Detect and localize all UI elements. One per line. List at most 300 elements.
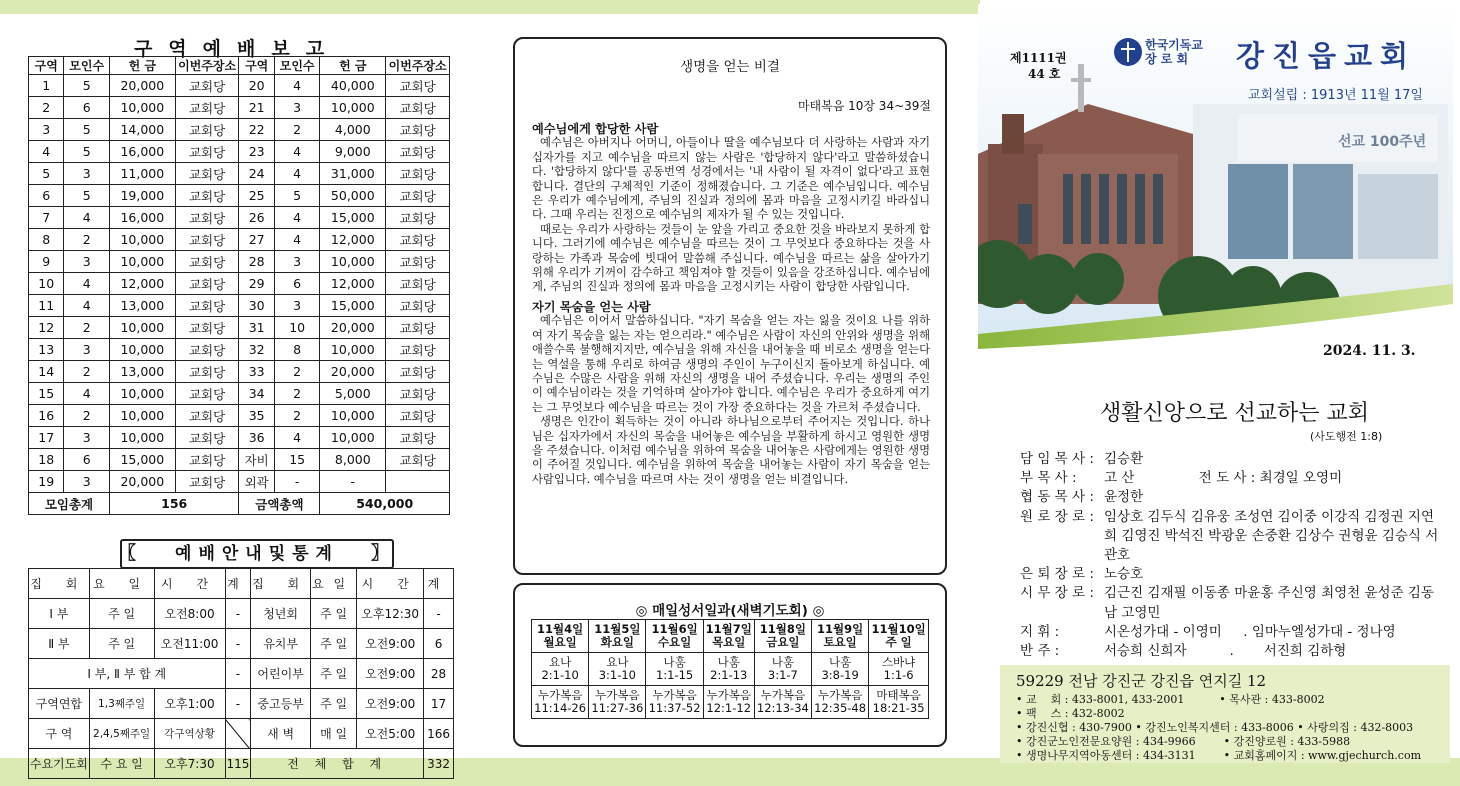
table-cell: 교회당 xyxy=(175,207,239,229)
worship-stats-table xyxy=(28,568,454,779)
table-cell: 주 일 xyxy=(310,689,356,719)
table-row xyxy=(29,405,450,427)
staff-list xyxy=(1020,450,1440,661)
table-cell: 5 xyxy=(64,119,110,141)
table-row xyxy=(29,97,450,119)
staff-label: 지 휘 : xyxy=(1020,623,1060,640)
table-header-cell: 시 간 xyxy=(357,569,424,599)
table-row xyxy=(29,119,450,141)
table-cell: 16,000 xyxy=(109,207,175,229)
table-cell: 19 xyxy=(29,471,64,493)
table-cell: Ⅰ 부 xyxy=(29,599,90,629)
table-row xyxy=(532,620,929,653)
staff-label: 담 임 목 사 : xyxy=(1020,451,1094,467)
reading-text: 11:37-52 xyxy=(648,701,701,715)
table-cell: 4 xyxy=(64,273,110,295)
table-header-cell: 이번주장소 xyxy=(175,57,239,75)
table-cell: 교회당 xyxy=(386,141,450,163)
reading-text: 스바냐 xyxy=(881,655,916,669)
table-cell: 12,000 xyxy=(320,273,386,295)
table-row xyxy=(29,471,450,493)
staff-names: 김근진 김재필 이동종 마윤홍 주신영 최영천 윤성준 김동남 고영민 xyxy=(1104,585,1434,621)
table-cell: 5 xyxy=(274,185,320,207)
table-cell: 교회당 xyxy=(175,229,239,251)
table-cell: 주 일 xyxy=(310,659,356,689)
table-cell: 19,000 xyxy=(109,185,175,207)
table-cell: 6 xyxy=(424,629,454,659)
reading-weekday: 주 일 xyxy=(885,635,912,649)
table-row xyxy=(29,361,450,383)
table-cell: 교회당 xyxy=(175,471,239,493)
table-cell: 3 xyxy=(274,251,320,273)
church-address: 59229 전남 강진군 강진읍 연지길 12 xyxy=(1016,672,1267,690)
table-cell: 2 xyxy=(274,119,320,141)
sermon-heading-1: 예수님에게 합당한 사람 xyxy=(532,122,659,136)
table-cell: 교회당 xyxy=(386,339,450,361)
table-cell: 25 xyxy=(239,185,274,207)
sermon-paragraph: 예수님은 아버지나 어머니, 아들이나 딸을 예수님보다 더 사랑하는 사람과 자기 십자가를 지고 예수님을 따르지 않는 사람은 '합당하지 않다'라고 말씀하셨습니다. '합당하지 않다'를 공동번역 성경에서는 '내 사람이 될 자격이 없다'라고 표현합니다. 결단의 구체적인 기준이 정해졌습니다. 그 기준은 예수님입니다. 예수님은 우리가 예수님에게, 주님의 진실과 정의에 몸과 마음을 고정시키길 바라십니다. 그때 우리는 진정으로 예수님의 제자가 될 수 있는 것입니다. xyxy=(532,136,930,222)
staff-row xyxy=(1020,508,1440,566)
reading-cell xyxy=(646,653,703,686)
table-cell: - xyxy=(225,629,251,659)
table-cell: 교회당 xyxy=(386,75,450,97)
zone-report-table xyxy=(28,56,450,515)
reading-cell xyxy=(589,686,646,719)
table-cell: 1 xyxy=(29,75,64,97)
table-cell: 자비 xyxy=(239,449,274,471)
table-cell: 오전11:00 xyxy=(154,629,225,659)
table-row xyxy=(29,383,450,405)
table-cell: 교회당 xyxy=(175,295,239,317)
table-cell: 중고등부 xyxy=(251,689,311,719)
denomination-line: 한국기독교 xyxy=(1145,38,1203,52)
reading-text: 나훔 xyxy=(829,655,852,669)
reading-text: 11:27-36 xyxy=(591,701,644,715)
reading-cell xyxy=(532,686,589,719)
founded-date: 교회설립 : 1913년 11월 17일 xyxy=(1248,88,1423,103)
total-people-value: 156 xyxy=(109,493,239,515)
table-row xyxy=(29,57,450,75)
table-row xyxy=(29,629,454,659)
issue-volume: 제1111권 xyxy=(1010,51,1067,65)
table-cell: 20 xyxy=(239,75,274,97)
reading-text: 3:1-10 xyxy=(598,668,636,682)
table-cell: 5 xyxy=(64,75,110,97)
table-cell: 교회당 xyxy=(386,185,450,207)
staff-label: 은 퇴 장 로 : xyxy=(1020,566,1094,583)
reading-text: 누가복음 xyxy=(652,688,697,702)
table-cell: 오전9:00 xyxy=(357,659,424,689)
reading-cell xyxy=(754,686,811,719)
table-cell: 교회당 xyxy=(386,97,450,119)
staff-row xyxy=(1020,584,1440,622)
reading-weekday: 월요일 xyxy=(543,635,577,649)
reading-cell xyxy=(703,686,754,719)
table-cell: 교회당 xyxy=(386,163,450,185)
sermon-reference: 마태복음 10장 34~39절 xyxy=(797,99,931,113)
reading-cell xyxy=(869,653,929,686)
staff-label: 협 동 목 사 : xyxy=(1020,489,1094,506)
table-cell: 7 xyxy=(29,207,64,229)
staff-row xyxy=(1020,450,1440,469)
reading-text: 나훔 xyxy=(663,655,686,669)
reading-date: 11월7일 xyxy=(705,622,752,636)
reading-text: 12:13-34 xyxy=(756,701,809,715)
table-cell: 오후7:30 xyxy=(154,749,225,779)
table-cell: 3 xyxy=(274,295,320,317)
diagonal-cell xyxy=(225,719,251,749)
table-cell: 12,000 xyxy=(320,229,386,251)
table-cell: 교회당 xyxy=(386,449,450,471)
reading-text: 2:1-10 xyxy=(541,668,579,682)
slogan-reference: (사도행전 1:8) xyxy=(1310,430,1383,443)
table-cell: 6 xyxy=(64,97,110,119)
table-cell: 10,000 xyxy=(109,427,175,449)
table-cell: 4 xyxy=(29,141,64,163)
table-cell: 17 xyxy=(424,689,454,719)
table-cell: 13,000 xyxy=(109,295,175,317)
table-cell: 10 xyxy=(29,273,64,295)
table-row xyxy=(29,185,450,207)
table-cell: 전 체 합 계 xyxy=(251,749,424,779)
table-cell: 교회당 xyxy=(386,383,450,405)
table-cell: 2 xyxy=(274,383,320,405)
reading-text: 1:1-15 xyxy=(655,668,694,682)
table-row xyxy=(29,317,450,339)
table-cell: 24 xyxy=(239,163,274,185)
reading-date: 11월4일 xyxy=(537,622,584,636)
table-cell: 교회당 xyxy=(175,383,239,405)
table-cell: 1,3째주일 xyxy=(89,689,154,719)
table-cell: 4 xyxy=(64,207,110,229)
table-cell: 21 xyxy=(239,97,274,119)
staff-label: 원 로 장 로 : xyxy=(1020,508,1094,525)
table-cell: 13,000 xyxy=(109,361,175,383)
table-cell: 6 xyxy=(274,273,320,295)
table-cell: 청년회 xyxy=(251,599,311,629)
reading-text: 1:1-6 xyxy=(883,668,914,682)
table-cell: 2 xyxy=(64,229,110,251)
table-cell: 12 xyxy=(29,317,64,339)
table-row xyxy=(29,251,450,273)
table-header-cell: 모인수 xyxy=(64,57,110,75)
reading-day-cell xyxy=(703,620,754,653)
reading-text: 누가복음 xyxy=(817,688,863,702)
reading-text: 나훔 xyxy=(771,655,794,669)
staff-names: 임상호 김두식 김유웅 조성연 김이중 이강직 김정권 지연희 김영진 박석진 박광운 손중환 김상수 권형윤 김승식 서관호 xyxy=(1104,508,1439,564)
table-cell: 구역연합 xyxy=(29,689,90,719)
table-cell: 교회당 xyxy=(386,273,450,295)
table-cell: 교회당 xyxy=(175,75,239,97)
table-cell: 31,000 xyxy=(320,163,386,185)
table-row xyxy=(29,339,450,361)
table-row xyxy=(29,599,454,629)
table-cell: 20,000 xyxy=(109,75,175,97)
table-cell: 8 xyxy=(29,229,64,251)
table-cell: 4 xyxy=(274,141,320,163)
table-cell: 교회당 xyxy=(175,163,239,185)
table-cell: 외곽 xyxy=(239,471,274,493)
table-cell: 교회당 xyxy=(175,141,239,163)
table-cell: 26 xyxy=(239,207,274,229)
table-cell: 10 xyxy=(274,317,320,339)
table-header-cell: 요일 xyxy=(310,569,356,599)
table-header-cell: 이번주장소 xyxy=(386,57,450,75)
table-row xyxy=(29,295,450,317)
table-cell xyxy=(386,471,450,493)
table-cell: 교회당 xyxy=(175,273,239,295)
reading-text: 18:21-35 xyxy=(872,701,925,715)
reading-cell xyxy=(589,653,646,686)
table-row xyxy=(29,449,450,471)
table-cell: 10,000 xyxy=(320,405,386,427)
table-cell: 12,000 xyxy=(109,273,175,295)
table-cell: 5,000 xyxy=(320,383,386,405)
table-cell: 16,000 xyxy=(109,141,175,163)
daily-bible-table xyxy=(531,619,929,719)
table-cell: 33 xyxy=(239,361,274,383)
table-cell: 교회당 xyxy=(386,229,450,251)
table-cell: 27 xyxy=(239,229,274,251)
table-cell: 3 xyxy=(29,119,64,141)
table-cell: 6 xyxy=(29,185,64,207)
reading-text: 누가복음 xyxy=(706,688,751,702)
table-header-cell: 시 간 xyxy=(154,569,225,599)
church-slogan: 생활신앙으로 선교하는 교회 xyxy=(1100,401,1370,426)
table-cell: 오후12:30 xyxy=(357,599,424,629)
table-cell: 교회당 xyxy=(175,185,239,207)
staff-names: 노승호 xyxy=(1104,566,1144,583)
table-cell: 10,000 xyxy=(109,229,175,251)
table-cell: 4 xyxy=(274,207,320,229)
table-cell: 50,000 xyxy=(320,185,386,207)
contact-list xyxy=(1016,693,1446,763)
reading-day-cell xyxy=(532,620,589,653)
contact-line: • 교 회 : 433-8001, 433-2001 • 목사관 : 433-8002 xyxy=(1016,693,1325,706)
reading-cell xyxy=(869,686,929,719)
table-cell: 35 xyxy=(239,405,274,427)
issue-info xyxy=(1010,50,1067,82)
table-cell: 어린이부 xyxy=(251,659,311,689)
table-cell: 교회당 xyxy=(175,361,239,383)
reading-weekday: 금요일 xyxy=(766,635,800,649)
reading-text: 12:1-12 xyxy=(706,701,752,715)
contact-line: • 생명나무지역아동센터 : 434-3131 • 교회홈페이지 : www.gjechurch.com xyxy=(1016,749,1422,762)
table-cell: 4,000 xyxy=(320,119,386,141)
table-cell: 2 xyxy=(274,405,320,427)
sermon-title: 생명을 얻는 비결 xyxy=(680,59,780,75)
zone-report-title: 구역예배보고 xyxy=(133,38,341,60)
table-cell: 수요기도회 xyxy=(29,749,90,779)
staff-names: 고 산 전 도 사 : 최경일 오영미 xyxy=(1104,470,1343,487)
table-cell: 3 xyxy=(64,339,110,361)
reading-day-cell xyxy=(812,620,869,653)
contact-line: • 팩 스 : 432-8002 xyxy=(1016,707,1125,720)
table-cell: 주 일 xyxy=(89,629,154,659)
table-cell: 20,000 xyxy=(320,361,386,383)
table-cell: 2 xyxy=(64,405,110,427)
bulletin-date: 2024. 11. 3. xyxy=(1323,343,1416,359)
table-cell: 교회당 xyxy=(175,339,239,361)
table-row xyxy=(29,719,454,749)
table-row xyxy=(29,493,450,515)
table-cell: 교회당 xyxy=(386,251,450,273)
table-cell: 새 벽 xyxy=(251,719,311,749)
table-row xyxy=(29,749,454,779)
reading-text: 누가복음 xyxy=(537,688,583,702)
table-cell: 교회당 xyxy=(175,449,239,471)
daily-bible-box xyxy=(513,583,947,747)
reading-text: 누가복음 xyxy=(760,688,806,702)
table-cell: 14,000 xyxy=(109,119,175,141)
table-cell: 10,000 xyxy=(109,251,175,273)
table-cell: 오전5:00 xyxy=(357,719,424,749)
reading-text: 나훔 xyxy=(717,655,740,669)
reading-date: 11월9일 xyxy=(817,622,864,636)
table-cell: 4 xyxy=(64,383,110,405)
address-block xyxy=(1016,670,1446,763)
table-cell: 오전9:00 xyxy=(357,689,424,719)
table-cell: 10,000 xyxy=(320,339,386,361)
table-cell: 10,000 xyxy=(109,383,175,405)
table-cell: 교회당 xyxy=(175,405,239,427)
issue-number: 44 호 xyxy=(1028,67,1061,81)
table-cell: 교회당 xyxy=(386,207,450,229)
table-cell: 4 xyxy=(274,229,320,251)
table-cell: 32 xyxy=(239,339,274,361)
table-cell: 주 일 xyxy=(310,629,356,659)
total-amount-value: 540,000 xyxy=(320,493,450,515)
reading-weekday: 목요일 xyxy=(712,635,746,649)
table-cell: 23 xyxy=(239,141,274,163)
sermon-body xyxy=(532,117,930,487)
reading-text: 2:1-13 xyxy=(710,668,748,682)
table-cell: 매 일 xyxy=(310,719,356,749)
reading-cell xyxy=(812,686,869,719)
contact-line: • 강진신협 : 430-7900 • 강진노인복지센터 : 433-8006 • 사랑의집 : 432-8003 xyxy=(1016,721,1414,734)
table-row xyxy=(29,229,450,251)
table-cell: 34 xyxy=(239,383,274,405)
reading-text: 요나 xyxy=(549,655,572,669)
reading-date: 11월10일 xyxy=(871,622,926,636)
table-cell: 28 xyxy=(424,659,454,689)
reading-cell xyxy=(754,653,811,686)
table-row xyxy=(29,207,450,229)
reading-text: 누가복음 xyxy=(595,688,640,702)
table-cell: 오전9:00 xyxy=(357,629,424,659)
table-cell: 31 xyxy=(239,317,274,339)
table-cell: 10,000 xyxy=(109,339,175,361)
table-cell: 10,000 xyxy=(109,97,175,119)
staff-row xyxy=(1020,623,1440,642)
table-cell: 115 xyxy=(225,749,251,779)
table-cell: 2 xyxy=(64,317,110,339)
church-name: 강진읍교회 xyxy=(1236,39,1417,73)
reading-cell xyxy=(812,653,869,686)
table-cell: 9 xyxy=(29,251,64,273)
table-cell: Ⅱ 부 xyxy=(29,629,90,659)
table-cell: Ⅰ 부, Ⅱ 부 합 계 xyxy=(29,659,226,689)
table-cell: 3 xyxy=(64,163,110,185)
table-cell: 20,000 xyxy=(320,317,386,339)
table-cell: 10,000 xyxy=(109,405,175,427)
worship-guide-title: 〖 예배안내및통계 〗 xyxy=(120,539,394,569)
table-cell: 2 xyxy=(274,361,320,383)
table-cell: 오후1:00 xyxy=(154,689,225,719)
reading-cell xyxy=(532,653,589,686)
table-cell: 교회당 xyxy=(175,317,239,339)
table-header-cell: 구역 xyxy=(239,57,274,75)
table-cell: 5 xyxy=(29,163,64,185)
table-cell: - xyxy=(225,689,251,719)
staff-row xyxy=(1020,642,1440,661)
table-header-cell: 헌 금 xyxy=(109,57,175,75)
table-cell: 40,000 xyxy=(320,75,386,97)
table-cell: 3 xyxy=(64,251,110,273)
table-cell: - xyxy=(424,599,454,629)
table-cell: 4 xyxy=(274,75,320,97)
sermon-heading-2: 자기 목숨을 얻는 사람 xyxy=(532,299,651,314)
table-cell: 2,4,5째주일 xyxy=(89,719,154,749)
reading-day-cell xyxy=(869,620,929,653)
table-cell: 8,000 xyxy=(320,449,386,471)
table-cell: 10,000 xyxy=(320,97,386,119)
table-cell: 2 xyxy=(64,361,110,383)
table-cell: 주 일 xyxy=(89,599,154,629)
staff-names: 서승희 신희자 . 서진희 김하형 xyxy=(1104,643,1347,660)
reading-text: 3:8-19 xyxy=(821,668,859,682)
reading-weekday: 화요일 xyxy=(600,635,635,649)
table-cell: 20,000 xyxy=(109,471,175,493)
reading-date: 11월8일 xyxy=(759,622,806,636)
table-row xyxy=(29,273,450,295)
staff-row xyxy=(1020,469,1440,488)
table-header-cell: 집 회 xyxy=(29,569,90,599)
total-people-label: 모임총계 xyxy=(29,493,110,515)
table-cell: 교회당 xyxy=(386,361,450,383)
reading-text: 3:1-7 xyxy=(767,668,798,682)
table-row xyxy=(29,427,450,449)
table-cell: 15,000 xyxy=(320,207,386,229)
staff-label: 시 무 장 로 : xyxy=(1020,585,1094,602)
table-cell: - xyxy=(225,659,251,689)
table-cell: 18 xyxy=(29,449,64,471)
table-cell: 15 xyxy=(274,449,320,471)
table-cell: 교회당 xyxy=(386,317,450,339)
table-header-cell: 헌 금 xyxy=(320,57,386,75)
building-sign-text: 선교 100주년 xyxy=(1338,134,1427,150)
table-cell: 8 xyxy=(274,339,320,361)
reading-weekday: 수요일 xyxy=(657,635,692,649)
table-cell: 28 xyxy=(239,251,274,273)
table-cell: 10,000 xyxy=(109,317,175,339)
table-cell: 16 xyxy=(29,405,64,427)
staff-names: 시온성가대 - 이영미 . 임마누엘성가대 - 정나영 xyxy=(1104,623,1396,640)
reading-cell xyxy=(703,653,754,686)
contact-line: • 강진군노인전문요양원 : 434-9966 • 강진양로원 : 433-5988 xyxy=(1016,735,1351,748)
reading-day-cell xyxy=(589,620,646,653)
table-header-cell: 집 회 xyxy=(251,569,311,599)
table-cell: 5 xyxy=(64,185,110,207)
table-cell: 10,000 xyxy=(320,427,386,449)
table-cell: 오전8:00 xyxy=(154,599,225,629)
table-cell: - xyxy=(274,471,320,493)
reading-text: 12:35-48 xyxy=(814,701,867,715)
table-cell: 14 xyxy=(29,361,64,383)
table-cell: 교회당 xyxy=(175,97,239,119)
table-header-cell: 계 xyxy=(225,569,251,599)
table-cell: 17 xyxy=(29,427,64,449)
